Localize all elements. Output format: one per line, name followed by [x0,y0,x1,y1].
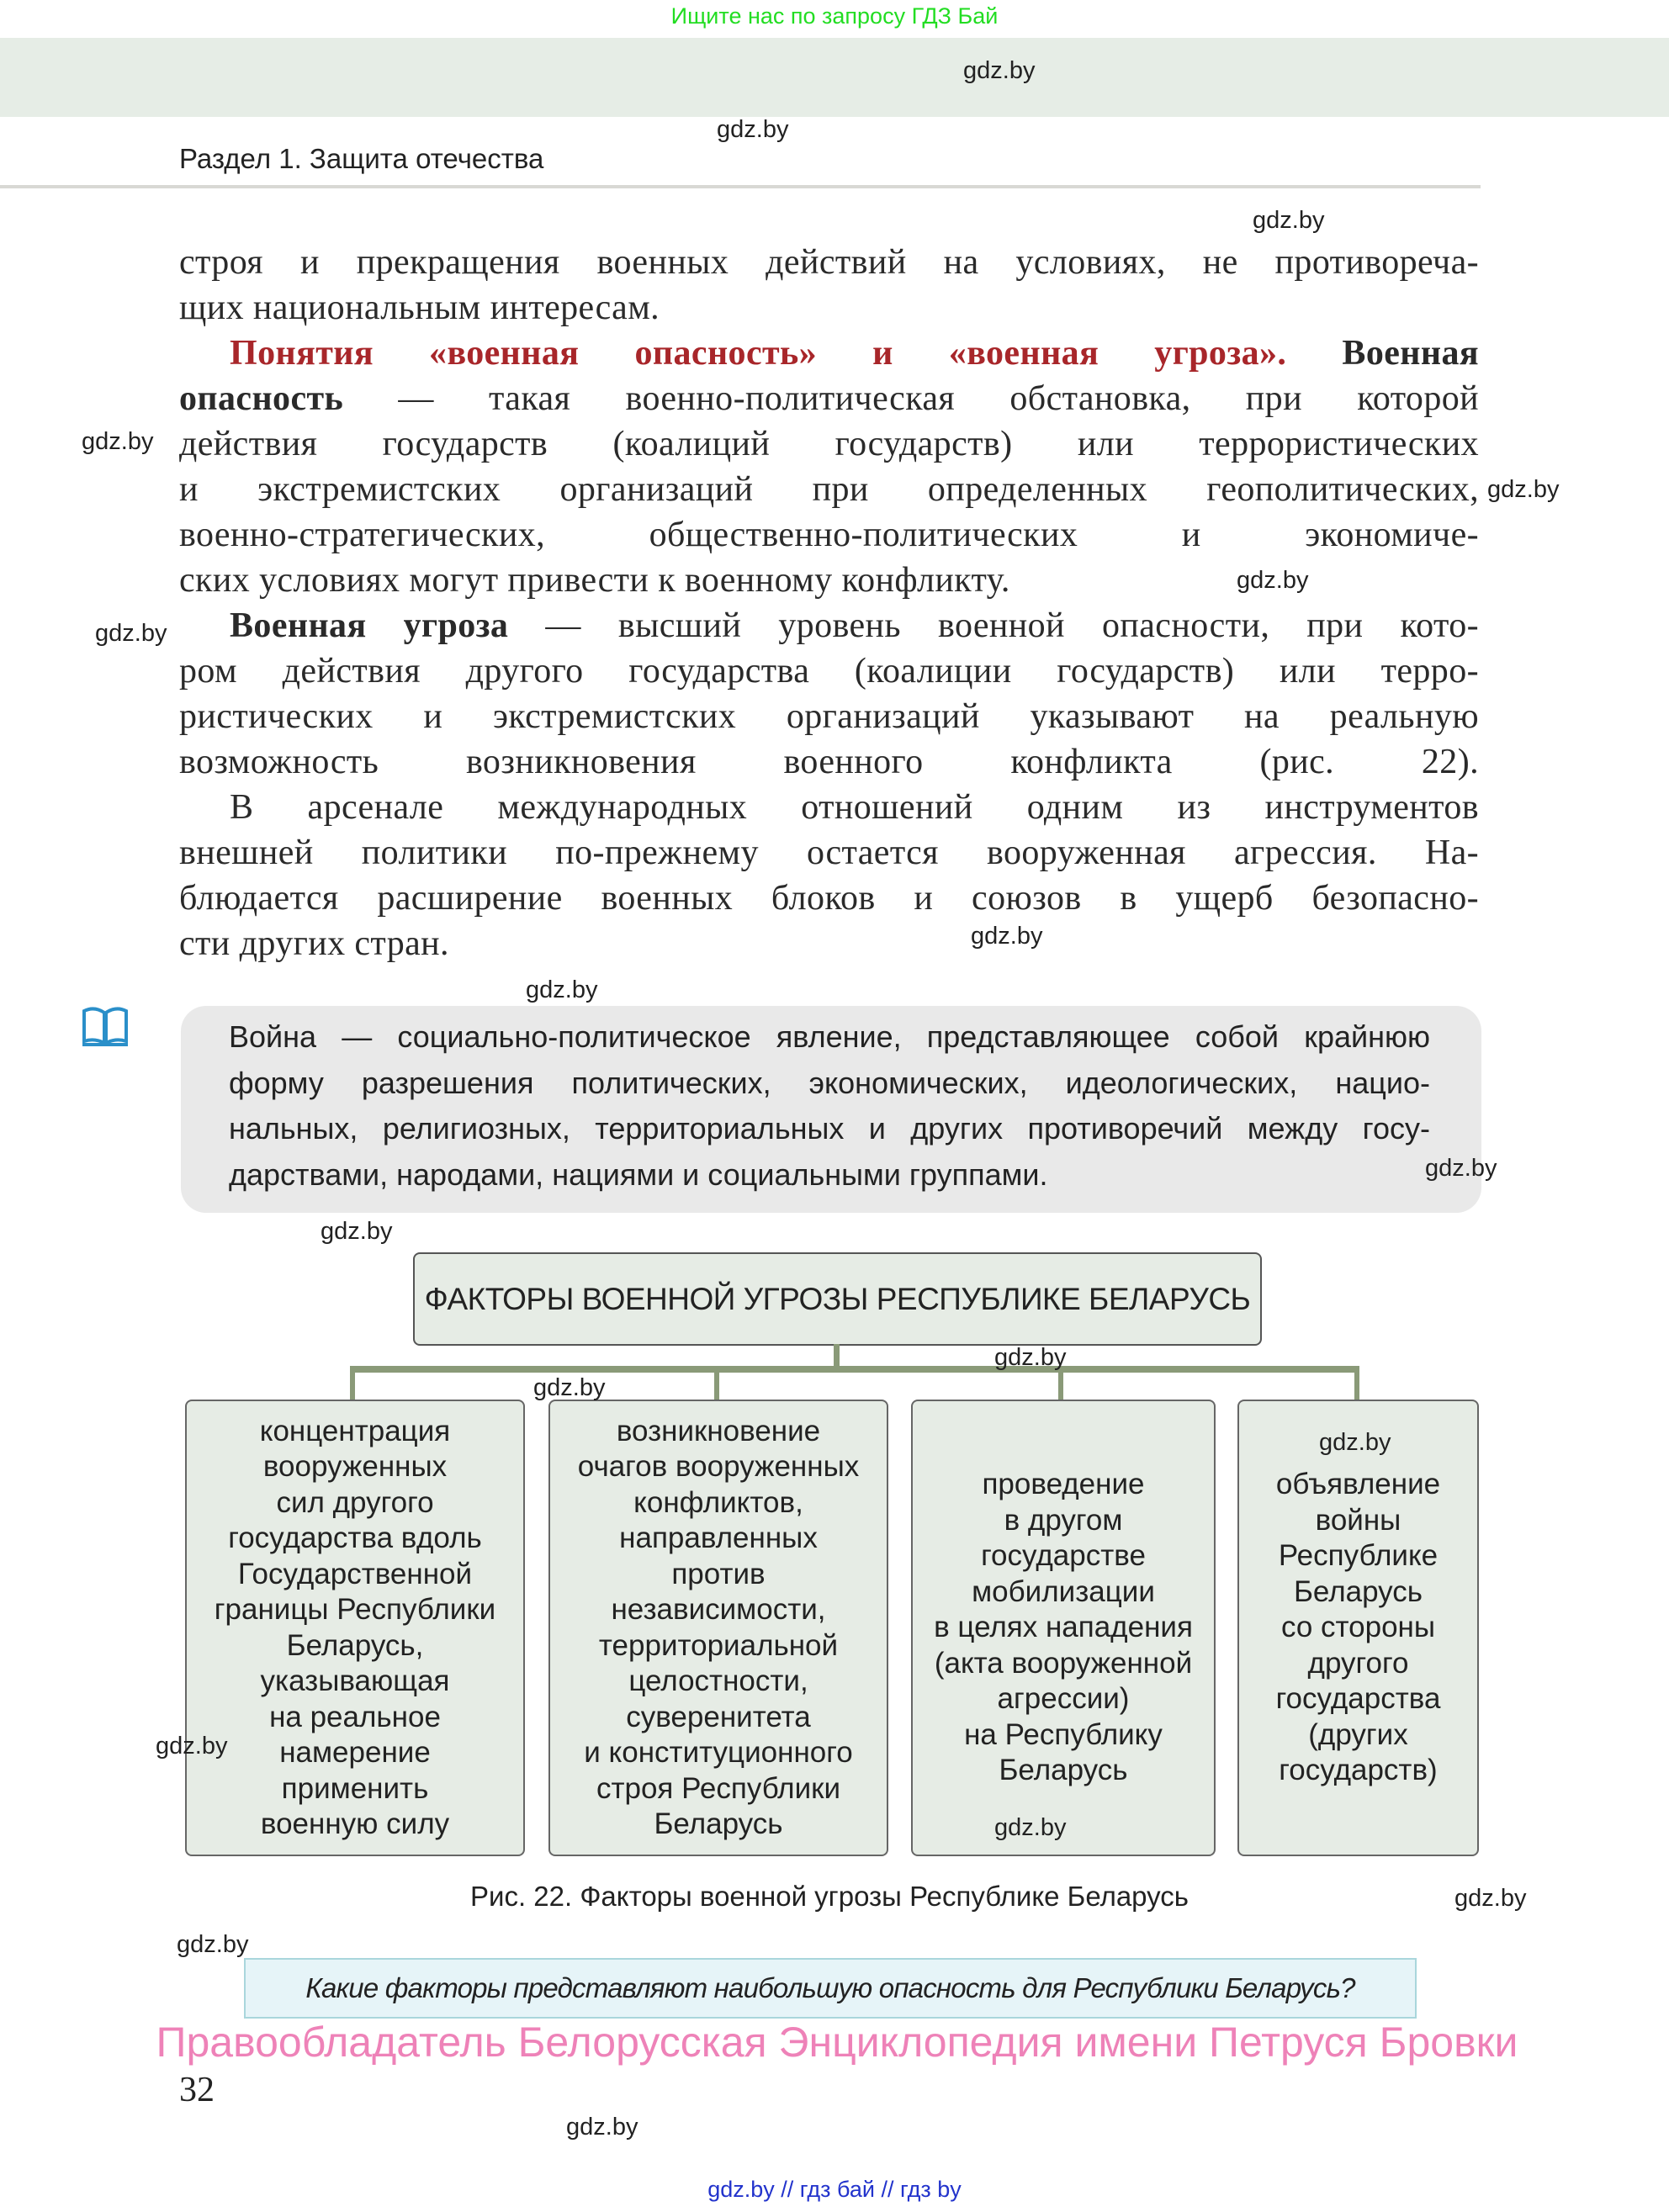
factor-line: Беларусь [999,1754,1128,1787]
factor-line: проведение [982,1468,1145,1501]
factor-line: (акта вооруженной [934,1646,1193,1680]
factor-line: в другом [1004,1503,1123,1537]
factor-box [185,1400,525,1856]
body-line [179,421,1479,467]
question-box: Какие факторы представляют наибольшую опасность для Республики Беларусь? [244,1958,1417,2019]
body-line [179,603,1479,648]
watermark-text: gdz.by [156,1733,228,1760]
watermark-text: gdz.by [177,1931,249,1958]
text: действия государств (коалиций государств) или террористических [179,425,1479,463]
term: Военная [1286,334,1479,373]
factor-line: войны [1315,1503,1401,1537]
body-line [179,512,1479,558]
factor-line: и конституционного [584,1736,853,1769]
watermark-text: gdz.by [963,57,1036,84]
factor-line: объявление [1275,1468,1441,1501]
body-line [179,376,1479,421]
factor-line: мобилизации [972,1574,1155,1608]
factor-line: со стороны [1280,1611,1436,1644]
factor-line: намерение [279,1736,431,1769]
body-line [179,785,1479,830]
factor-line: государстве [981,1539,1146,1573]
header-band [0,38,1669,117]
factor-line: целостности, [628,1664,808,1697]
factor-box [1237,1400,1479,1856]
definition-line: дарствами, народами, нациями и социальными группами. [229,1156,1048,1192]
factor-line: независимости, [611,1593,826,1626]
watermark-text: gdz.by [82,428,154,455]
watermark-text: gdz.by [1237,567,1309,594]
watermark-text: gdz.by [994,1814,1067,1841]
connector-line [1354,1369,1359,1401]
body-line [179,648,1479,694]
book-icon [81,1006,130,1048]
text: В арсенале международных отношений одним из инструментов [230,788,1479,827]
footer-links[interactable]: gdz.by // гдз бай // гдз by [707,2177,962,2202]
text: строя и прекращения военных действий на условиях, не противореча- [179,243,1479,282]
watermark-text: gdz.by [95,620,167,647]
factor-line: на реальное [269,1700,441,1733]
factor-line: вооруженных [262,1450,448,1483]
factor-line: (других [1308,1717,1408,1751]
factor-line: агрессии) [997,1682,1130,1716]
term: Военная угроза [230,606,509,645]
term: опасность [179,379,344,418]
factor-line: указывающая [260,1664,450,1697]
factor-line: строя Республики [596,1771,841,1805]
watermark-text: gdz.by [1253,207,1325,234]
factor-line: очагов вооруженных [577,1450,860,1483]
figure-caption: Рис. 22. Факторы военной угрозы Республике Беларусь [470,1881,1189,1912]
watermark-text: gdz.by [1425,1155,1497,1182]
connector-line [350,1366,1359,1373]
connector-line [350,1369,355,1401]
factor-box [911,1400,1216,1856]
body-line [179,921,1479,966]
factor-line: другого [1307,1646,1409,1680]
text: ристических и экстремистских организаций указывают на реальную [179,697,1479,736]
text: блюдается расширение военных блоков и союзов в ущерб безопасно- [179,879,1479,918]
watermark-text: gdz.by [994,1344,1067,1371]
text: военно-стратегических, общественно-политических и экономиче- [179,516,1479,554]
watermark-text: gdz.by [971,923,1043,950]
body-line [179,240,1479,285]
factor-line: возникновение [616,1414,821,1447]
factor-line: в целях нападения [934,1611,1193,1644]
factor-line: применить [281,1771,429,1805]
definition-line: нальных, религиозных, территориальных и других противоречий между госу- [229,1111,1430,1146]
text: и экстремистских организаций при определенных геополитических, [179,470,1479,509]
body-line [179,285,1479,331]
watermark-text: gdz.by [1454,1885,1527,1912]
factor-box [548,1400,888,1856]
factor-line: государства [1275,1682,1441,1716]
body-line [179,331,1479,376]
factor-line: концентрация [259,1414,451,1447]
page-number: 32 [179,2071,215,2109]
factor-line: конфликтов, [633,1485,803,1519]
factor-line: границы Республики [214,1593,496,1626]
text: внешней политики по-прежнему остается вооруженная агрессия. На- [179,833,1479,872]
header-rule [0,185,1481,188]
text: ских условиях могут привести к военному конфликту. [179,561,1010,600]
connector-line [714,1369,719,1401]
copyright-notice: Правообладатель Белорусская Энциклопедия имени Петруся Бровки [156,2019,1518,2066]
factor-line: Государственной [237,1557,473,1590]
section-title: Раздел 1. Защита отечества [179,143,544,174]
text: — высший уровень военной опасности, при кото- [508,606,1479,645]
factor-line: на Республику [964,1717,1163,1751]
factor-line: направленных [619,1521,818,1554]
text: ром действия другого государства (коалиции государств) или терро- [179,652,1479,691]
body-line [179,739,1479,785]
factor-line: против [671,1557,766,1590]
text: — такая военно-политическая обстановка, при которой [343,379,1479,418]
factor-line: Республике [1278,1539,1439,1573]
definition-line: Война — социально-политическое явление, представляющее собой крайнюю [229,1019,1430,1054]
watermark-text: gdz.by [526,976,598,1003]
watermark-text: gdz.by [1319,1429,1391,1456]
watermark-text: gdz.by [566,2114,638,2141]
factor-line: Беларусь [1293,1574,1423,1608]
factor-line: сил другого [276,1485,434,1519]
factor-line: Беларусь [654,1807,783,1840]
factor-line: Беларусь, [286,1628,424,1662]
watermark-text: gdz.by [533,1374,606,1401]
connector-line [1058,1369,1063,1401]
section-heading: Понятия «военная опасность» и «военная угроза». [230,334,1287,373]
diagram-title: ФАКТОРЫ ВОЕННОЙ УГРОЗЫ РЕСПУБЛИКЕ БЕЛАРУСЬ [413,1252,1262,1346]
text: щих национальным интересам. [179,288,660,327]
factor-line: государств) [1279,1754,1438,1787]
factor-line: государства вдоль [228,1521,482,1554]
factor-line: территориальной [598,1628,839,1662]
body-line [179,694,1479,739]
text: возможность возникновения военного конфликта (рис. 22). [179,743,1479,781]
top-search-banner: Ищите нас по запросу ГДЗ Бай [670,3,999,29]
watermark-text: gdz.by [1487,476,1560,503]
body-line [179,830,1479,876]
body-line [179,467,1479,512]
factor-line: военную силу [260,1807,450,1840]
body-line [179,876,1479,921]
text: сти других стран. [179,924,449,963]
watermark-text: gdz.by [321,1218,393,1245]
factor-line: суверенитета [626,1700,811,1733]
definition-line: форму разрешения политических, экономических, идеологических, нацио- [229,1065,1430,1100]
watermark-text: gdz.by [717,116,789,143]
